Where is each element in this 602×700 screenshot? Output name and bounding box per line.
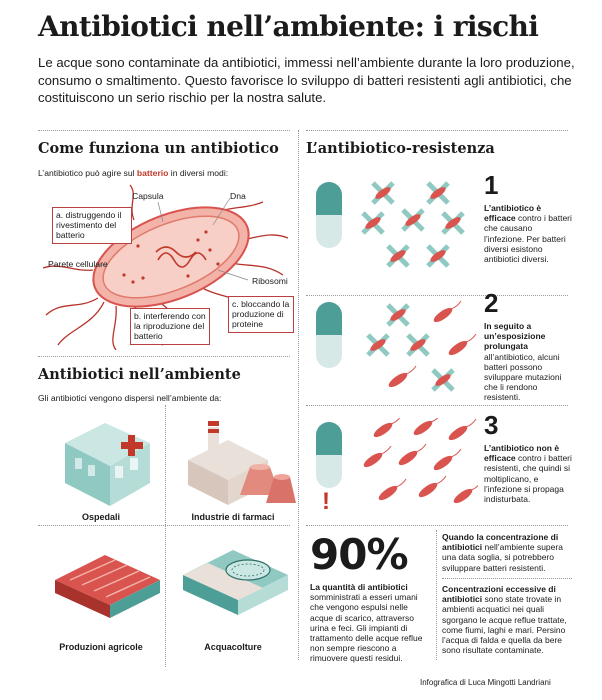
section-title-resistance: L’antibiotico-resistenza bbox=[306, 140, 495, 157]
aquaculture-icon bbox=[178, 535, 293, 635]
warning-mark: ! bbox=[322, 488, 330, 515]
resistance-step-1 bbox=[484, 170, 572, 264]
resistance-step-3 bbox=[484, 410, 572, 504]
divider bbox=[38, 130, 290, 131]
divider bbox=[306, 130, 568, 131]
source-label-acquacolture: Acquacolture bbox=[204, 642, 262, 652]
how-lead: L’antibiotico può agire sul batterio in diversi modi: bbox=[38, 168, 229, 178]
mechanism-box-b: b. interferendo con la riproduzione del batterio bbox=[130, 308, 210, 345]
capsule-icon bbox=[314, 420, 344, 490]
label-capsula: Capsula bbox=[132, 191, 164, 201]
divider bbox=[306, 405, 568, 406]
step-number: 2 bbox=[484, 288, 499, 318]
source-label-industrie: Industrie di farmaci bbox=[191, 512, 275, 522]
mechanism-box-a: a. distruggendo il rivestimento del batterio bbox=[52, 207, 132, 244]
stat-value: 90% bbox=[310, 530, 408, 579]
credit: Infografica di Luca Mingotti Landriani bbox=[420, 678, 551, 687]
divider bbox=[306, 525, 568, 526]
divider bbox=[442, 578, 572, 579]
source-label-agricole: Produzioni agricole bbox=[59, 642, 143, 652]
capsule-icon bbox=[314, 180, 344, 250]
env-lead: Gli antibiotici vengono dispersi nell’ambiente da: bbox=[38, 393, 222, 403]
source-label-ospedali: Ospedali bbox=[81, 512, 120, 522]
intro-paragraph: Le acque sono contaminate da antibiotici, immessi nell’ambiente durante la loro produzione, consumo o smaltimento. Questo favorisce lo sviluppo di batteri resistenti agli antibiotici, che costituiscono un serio rischio per la nostra salute. bbox=[38, 55, 575, 105]
label-dna: Dna bbox=[230, 191, 246, 201]
page-title: Antibiotici nell’ambiente: i rischi bbox=[38, 10, 539, 43]
step-text: L’antibiotico è efficace contro i batteri che causano l’infezione. Per batteri diversi esistono antibiotici diversi. bbox=[484, 203, 572, 265]
label-ribosomi: Ribosomi bbox=[252, 276, 288, 286]
divider bbox=[38, 356, 290, 357]
hospital-icon bbox=[55, 408, 165, 508]
resistance-step-2 bbox=[484, 288, 572, 403]
note-contamination: Concentrazioni eccessive di antibiotici sono state trovate in ambienti acquatici nei quali sgorgano le acque reflue trattate, come fiumi, laghi e mari. Persino l’acqua di falda e quella da bere sono risultate contaminate. bbox=[442, 584, 567, 656]
section-title-env: Antibiotici nell’ambiente bbox=[38, 366, 241, 383]
step-text: In seguito a un’esposizione prolungata all’antibiotico, alcuni batteri possono sviluppare mutazioni che li rendono resistenti. bbox=[484, 321, 562, 403]
step-number: 3 bbox=[484, 410, 499, 440]
bacteria-killed-group bbox=[358, 178, 478, 278]
step-text: L’antibiotico non è efficace contro i batteri resistenti, che quindi si moltiplicano, e l’infezione si propaga indisturbata. bbox=[484, 443, 572, 505]
label-parete: Parete cellulare bbox=[48, 259, 108, 269]
capsule-icon bbox=[314, 300, 344, 370]
section-title-how: Come funziona un antibiotico bbox=[38, 140, 279, 157]
agriculture-icon bbox=[50, 540, 165, 635]
bacteria-resistant-group bbox=[358, 418, 478, 518]
stat-text: La quantità di antibiotici somministrati a esseri umani che vengono espulsi nelle acque di scarico, attraverso urina e feci. Gli impianti di trattamento delle acque reflue non sempre riescono a rimuovere questi residui. bbox=[310, 582, 423, 664]
divider bbox=[38, 525, 290, 526]
bacteria-mutation-group bbox=[358, 300, 478, 400]
column-divider bbox=[436, 530, 437, 660]
grid-divider bbox=[165, 405, 166, 667]
column-divider bbox=[298, 130, 299, 660]
mechanism-box-c: c. bloccando la produzione di proteine bbox=[228, 296, 294, 333]
note-threshold: Quando la concentrazione di antibiotici nell’ambiente supera una data soglia, si potrebbero sviluppare batteri resistenti. bbox=[442, 532, 563, 573]
step-number: 1 bbox=[484, 170, 499, 200]
factory-icon bbox=[178, 405, 298, 510]
